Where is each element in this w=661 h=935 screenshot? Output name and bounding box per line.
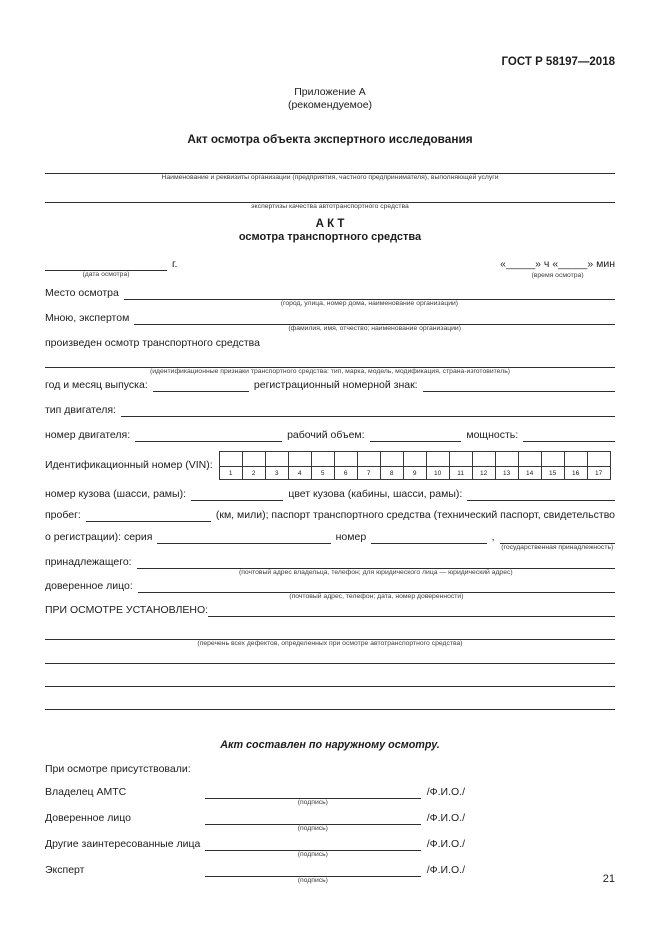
trustee-row [45,579,615,600]
gost-standard: ГОСТ Р 58197—2018 [501,56,615,68]
place-line [124,286,615,307]
document-title: Акт осмотра объекта экспертного исследования [187,132,473,146]
performed-text: произведен осмотр транспортного средства [45,337,260,349]
time-caption: (время осмотра) [531,272,584,279]
vin-input-box [450,452,472,467]
body-color-row [45,487,615,501]
owner-caption: (почтовый адрес владельца, телефон; для юридического лица — юридический адрес) [238,569,513,576]
engine-type-line [121,403,615,417]
signature-row-trustee [45,811,615,832]
external-inspection-note: Акт составлен по наружному осмотру. [220,739,440,751]
vin-cell [289,451,312,480]
vin-cell [519,451,542,480]
vin-cell [219,451,243,480]
number-line [371,530,486,544]
signature-label: Эксперт [45,864,85,876]
blank-line [45,673,615,687]
expert-caption: (фамилия, имя, отчество; наименование организации) [288,325,461,332]
vin-input-box [496,452,518,467]
vin-input-box [565,452,587,467]
org-name-line [45,160,615,181]
volume-line [370,428,462,442]
vin-index: 15 [549,469,557,477]
expert-label: Мною, экспертом [45,312,130,324]
vin-index: 1 [228,469,233,477]
date-suffix: г. [172,258,178,270]
vin-input-box [358,452,380,467]
owner-label: принадлежащего: [45,556,132,568]
vin-index: 4 [297,469,302,477]
mileage-row [45,508,615,522]
vin-index: 7 [366,469,371,477]
signature-line [205,811,421,832]
blank-line-row [45,673,615,687]
reg-plate-label: регистрационный номерной знак: [253,379,418,391]
signature-caption: (подпись) [297,799,328,806]
page-number: 21 [602,873,615,885]
vin-input-box [588,452,610,467]
comma-separator: , [491,531,495,543]
vin-cell [266,451,289,480]
vehicle-id-caption: (идентификационные признаки транспортного средства: тип, марка, модель, модификация, страна-изготовитель) [149,368,511,375]
signature-line [205,785,421,806]
vin-cell [542,451,565,480]
registration-label: о регистрации): серия [45,531,153,543]
vehicle-id-line [45,354,615,375]
org-name-caption: Наименование и реквизиты организации (предприятия, частного предпринимателя), выполняющей услуги [161,174,499,181]
place-caption: (город, улица, номер дома, наименование организации) [280,300,459,307]
established-row [45,603,615,617]
vin-index: 8 [389,469,394,477]
blank-line-row [45,696,615,710]
series-line [157,530,330,544]
vin-cell [404,451,427,480]
vin-input-box [335,452,357,467]
vin-index: 10 [434,469,442,477]
year-reg-row [45,378,615,392]
trustee-line [138,579,615,600]
signature-caption: (подпись) [297,877,328,884]
vin-input-box [473,452,495,467]
passport-text: (км, мили); паспорт транспортного средства (технический паспорт, свидетельство [215,509,615,521]
year-line [153,378,249,392]
act-subheading: осмотра транспортного средства [238,231,422,243]
signature-caption: (подпись) [297,825,328,832]
vehicle-id-row [45,354,615,375]
vin-index: 16 [572,469,580,477]
vin-input-box [404,452,426,467]
vin-cell [381,451,404,480]
expert-row [45,311,615,332]
date-line [45,257,167,278]
vin-row [45,451,615,480]
vin-input-box [220,452,242,467]
vin-input-box [312,452,334,467]
vin-index: 17 [595,469,603,477]
vin-cell [450,451,473,480]
vin-input-box [289,452,311,467]
mileage-line [86,508,211,522]
defects-caption: (перечень всех дефектов, определенных при осмотре автотранспортного средства) [197,640,463,647]
signature-label: Владелец АМТС [45,786,127,798]
established-line [208,603,615,617]
org-expertise-row [45,189,615,210]
engine-number-row [45,428,615,442]
signature-fio: /Ф.И.О./ [426,864,465,876]
vin-index: 13 [503,469,511,477]
vin-index: 6 [343,469,348,477]
year-label: год и месяц выпуска: [45,379,148,391]
org-expertise-line [45,189,615,210]
place-label: Место осмотра [45,287,119,299]
blank-line [45,650,615,664]
time-line [500,258,615,279]
vin-cell [588,451,611,480]
engine-type-label: тип двигателя: [45,404,116,416]
signature-line [205,837,421,858]
org-expertise-caption: экспертизы качества автотранспортного средства [251,203,409,210]
vin-input-box [266,452,288,467]
signature-caption: (подпись) [297,851,328,858]
engine-type-row [45,403,615,417]
state-line [500,530,615,551]
vin-index: 9 [412,469,417,477]
power-line [523,428,615,442]
vin-cell [496,451,519,480]
present-label: При осмотре присутствовали: [45,763,191,775]
defects-row [45,626,615,647]
vin-cell [312,451,335,480]
vin-index: 2 [251,469,256,477]
time-text: «_____» ч «_____» мин [500,258,615,270]
owner-line [137,555,615,576]
trustee-label: доверенное лицо: [45,580,133,592]
vin-index: 12 [480,469,488,477]
signature-row-others [45,837,615,858]
signature-row-owner [45,785,615,806]
signature-line [205,863,421,884]
established-label: ПРИ ОСМОТРЕ УСТАНОВЛЕНО: [45,604,209,616]
org-name-row [45,160,615,181]
reg-plate-line [423,378,615,392]
body-color-line [467,487,615,501]
vin-index: 11 [457,469,465,477]
document-content [45,56,615,889]
vin-table [219,451,611,480]
date-caption: (дата осмотра) [82,271,130,278]
vin-input-box [427,452,449,467]
vin-cell [427,451,450,480]
vin-cell [243,451,266,480]
defects-line [45,626,615,647]
vin-input-box [542,452,564,467]
act-heading: А К Т [315,218,345,230]
inspection-place-row [45,286,615,307]
owner-row [45,555,615,576]
blank-line-row [45,650,615,664]
vin-index: 14 [526,469,534,477]
vin-input-box [381,452,403,467]
vin-index: 5 [320,469,325,477]
vin-index: 3 [274,469,279,477]
vin-cell [565,451,588,480]
body-color-label: цвет кузова (кабины, шасси, рамы): [288,488,463,500]
vin-input-box [519,452,541,467]
registration-row [45,530,615,551]
signature-fio: /Ф.И.О./ [426,838,465,850]
signature-fio: /Ф.И.О./ [426,812,465,824]
trustee-caption: (почтовый адрес, телефон; дата, номер доверенности) [289,593,464,600]
vin-cell [473,451,496,480]
engine-number-label: номер двигателя: [45,429,131,441]
volume-label: рабочий объем: [287,429,365,441]
engine-number-line [135,428,282,442]
body-number-label: номер кузова (шасси, рамы): [45,488,186,500]
state-caption: (государственная принадлежность) [501,544,614,551]
power-label: мощность: [466,429,519,441]
vin-cell [358,451,381,480]
appendix-note: (рекомендуемое) [287,99,373,111]
date-time-row [45,257,615,279]
vin-cell [335,451,358,480]
vin-label: Идентификационный номер (VIN): [45,459,213,471]
body-number-line [191,487,283,501]
signature-fio: /Ф.И.О./ [426,786,465,798]
signature-label: Другие заинтересованные лица [45,838,201,850]
appendix-block [45,86,615,112]
number-label: номер [335,531,367,543]
blank-line [45,696,615,710]
mileage-label: пробег: [45,509,81,521]
signature-label: Доверенное лицо [45,812,131,824]
vin-input-box [243,452,265,467]
appendix-label: Приложение А [294,86,366,98]
expert-line [134,311,615,332]
